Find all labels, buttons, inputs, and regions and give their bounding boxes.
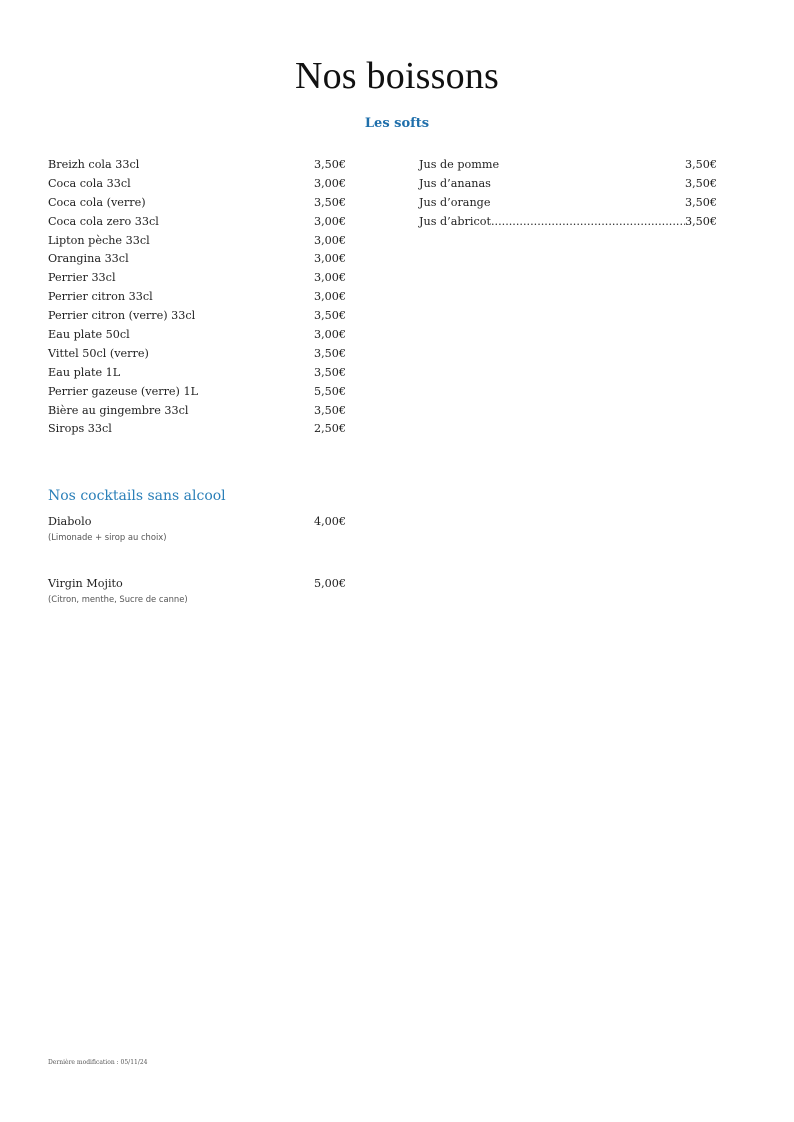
menu-item — [48, 175, 346, 194]
item-name: Vittel 50cl (verre) — [48, 346, 149, 360]
item-name: Coca cola 33cl — [48, 176, 131, 190]
item-name: Jus d’orange — [419, 195, 491, 209]
item-name: Jus de pomme — [419, 158, 500, 171]
item-price: 3,00€ — [313, 252, 346, 266]
item-name: Breizh cola 33cl — [48, 158, 140, 171]
item-name: Coca cola zero 33cl — [48, 214, 159, 228]
item-price: 2,50€ — [313, 422, 346, 436]
menu-item — [48, 250, 346, 269]
item-price: 3,00€ — [313, 176, 346, 190]
item-price: 3,00€ — [313, 271, 346, 285]
item-name: Orangina 33cl — [48, 252, 129, 266]
item-name: Perrier gazeuse (verre) 1L — [48, 384, 199, 398]
softs-list-right — [419, 156, 717, 232]
menu-item — [48, 420, 346, 439]
item-price: 4,00€ — [313, 515, 346, 528]
item-price: 3,50€ — [313, 158, 346, 171]
item-name: Bière au gingembre 33cl — [48, 403, 189, 417]
item-price: 3,50€ — [684, 214, 717, 228]
item-price: 3,50€ — [313, 195, 346, 209]
item-name: Jus d’ananas — [419, 176, 491, 190]
item-name: Eau plate 1L — [48, 365, 121, 379]
last-modified-footer: Dernière modification : 05/11/24 — [48, 1059, 148, 1066]
softs-list-left — [48, 156, 346, 439]
menu-item — [48, 345, 346, 364]
item-price: 5,00€ — [313, 577, 346, 590]
cocktail-row — [48, 513, 346, 530]
menu-item — [48, 213, 346, 232]
item-name: Diabolo — [48, 515, 92, 528]
item-price: 3,50€ — [313, 403, 346, 417]
item-name: Jus d’abricot — [419, 214, 491, 228]
menu-item — [48, 326, 346, 345]
item-price: 3,50€ — [313, 346, 346, 360]
cocktails-heading: Nos cocktails sans alcool — [48, 488, 226, 504]
item-price: 3,00€ — [313, 290, 346, 304]
item-price: 5,50€ — [313, 384, 346, 398]
item-name: Sirops 33cl — [48, 422, 112, 436]
menu-item — [48, 288, 346, 307]
menu-item — [48, 364, 346, 383]
menu-item — [419, 194, 717, 213]
item-name: Perrier 33cl — [48, 271, 116, 285]
menu-item — [48, 156, 346, 175]
item-price: 3,00€ — [313, 328, 346, 342]
item-name: Perrier citron (verre) 33cl — [48, 309, 196, 323]
cocktail-item — [48, 575, 346, 606]
menu-item — [419, 156, 717, 175]
menu-item — [419, 175, 717, 194]
cocktail-item — [48, 513, 346, 544]
item-price: 3,50€ — [684, 158, 717, 171]
item-name: Virgin Mojito — [48, 577, 123, 590]
menu-item — [48, 307, 346, 326]
menu-item — [48, 402, 346, 421]
item-name: Eau plate 50cl — [48, 328, 130, 342]
item-description: (Limonade + sirop au choix) — [48, 532, 167, 542]
softs-heading: Les softs — [364, 116, 430, 131]
item-name: Perrier citron 33cl — [48, 290, 153, 304]
menu-item — [48, 232, 346, 251]
menu-item — [48, 383, 346, 402]
menu-item — [48, 269, 346, 288]
menu-item — [419, 213, 717, 232]
dot-leader — [491, 213, 685, 232]
item-price: 3,00€ — [313, 233, 346, 247]
item-price: 3,50€ — [684, 195, 717, 209]
item-price: 3,50€ — [313, 365, 346, 379]
menu-item — [48, 194, 346, 213]
item-price: 3,00€ — [313, 214, 346, 228]
item-description: (Citron, menthe, Sucre de canne) — [48, 594, 188, 604]
item-price: 3,50€ — [313, 309, 346, 323]
item-name: Lipton pèche 33cl — [48, 233, 150, 247]
item-name: Coca cola (verre) — [48, 195, 146, 209]
page-title: Nos boissons — [294, 55, 500, 97]
item-price: 3,50€ — [684, 176, 717, 190]
cocktail-row — [48, 575, 346, 592]
